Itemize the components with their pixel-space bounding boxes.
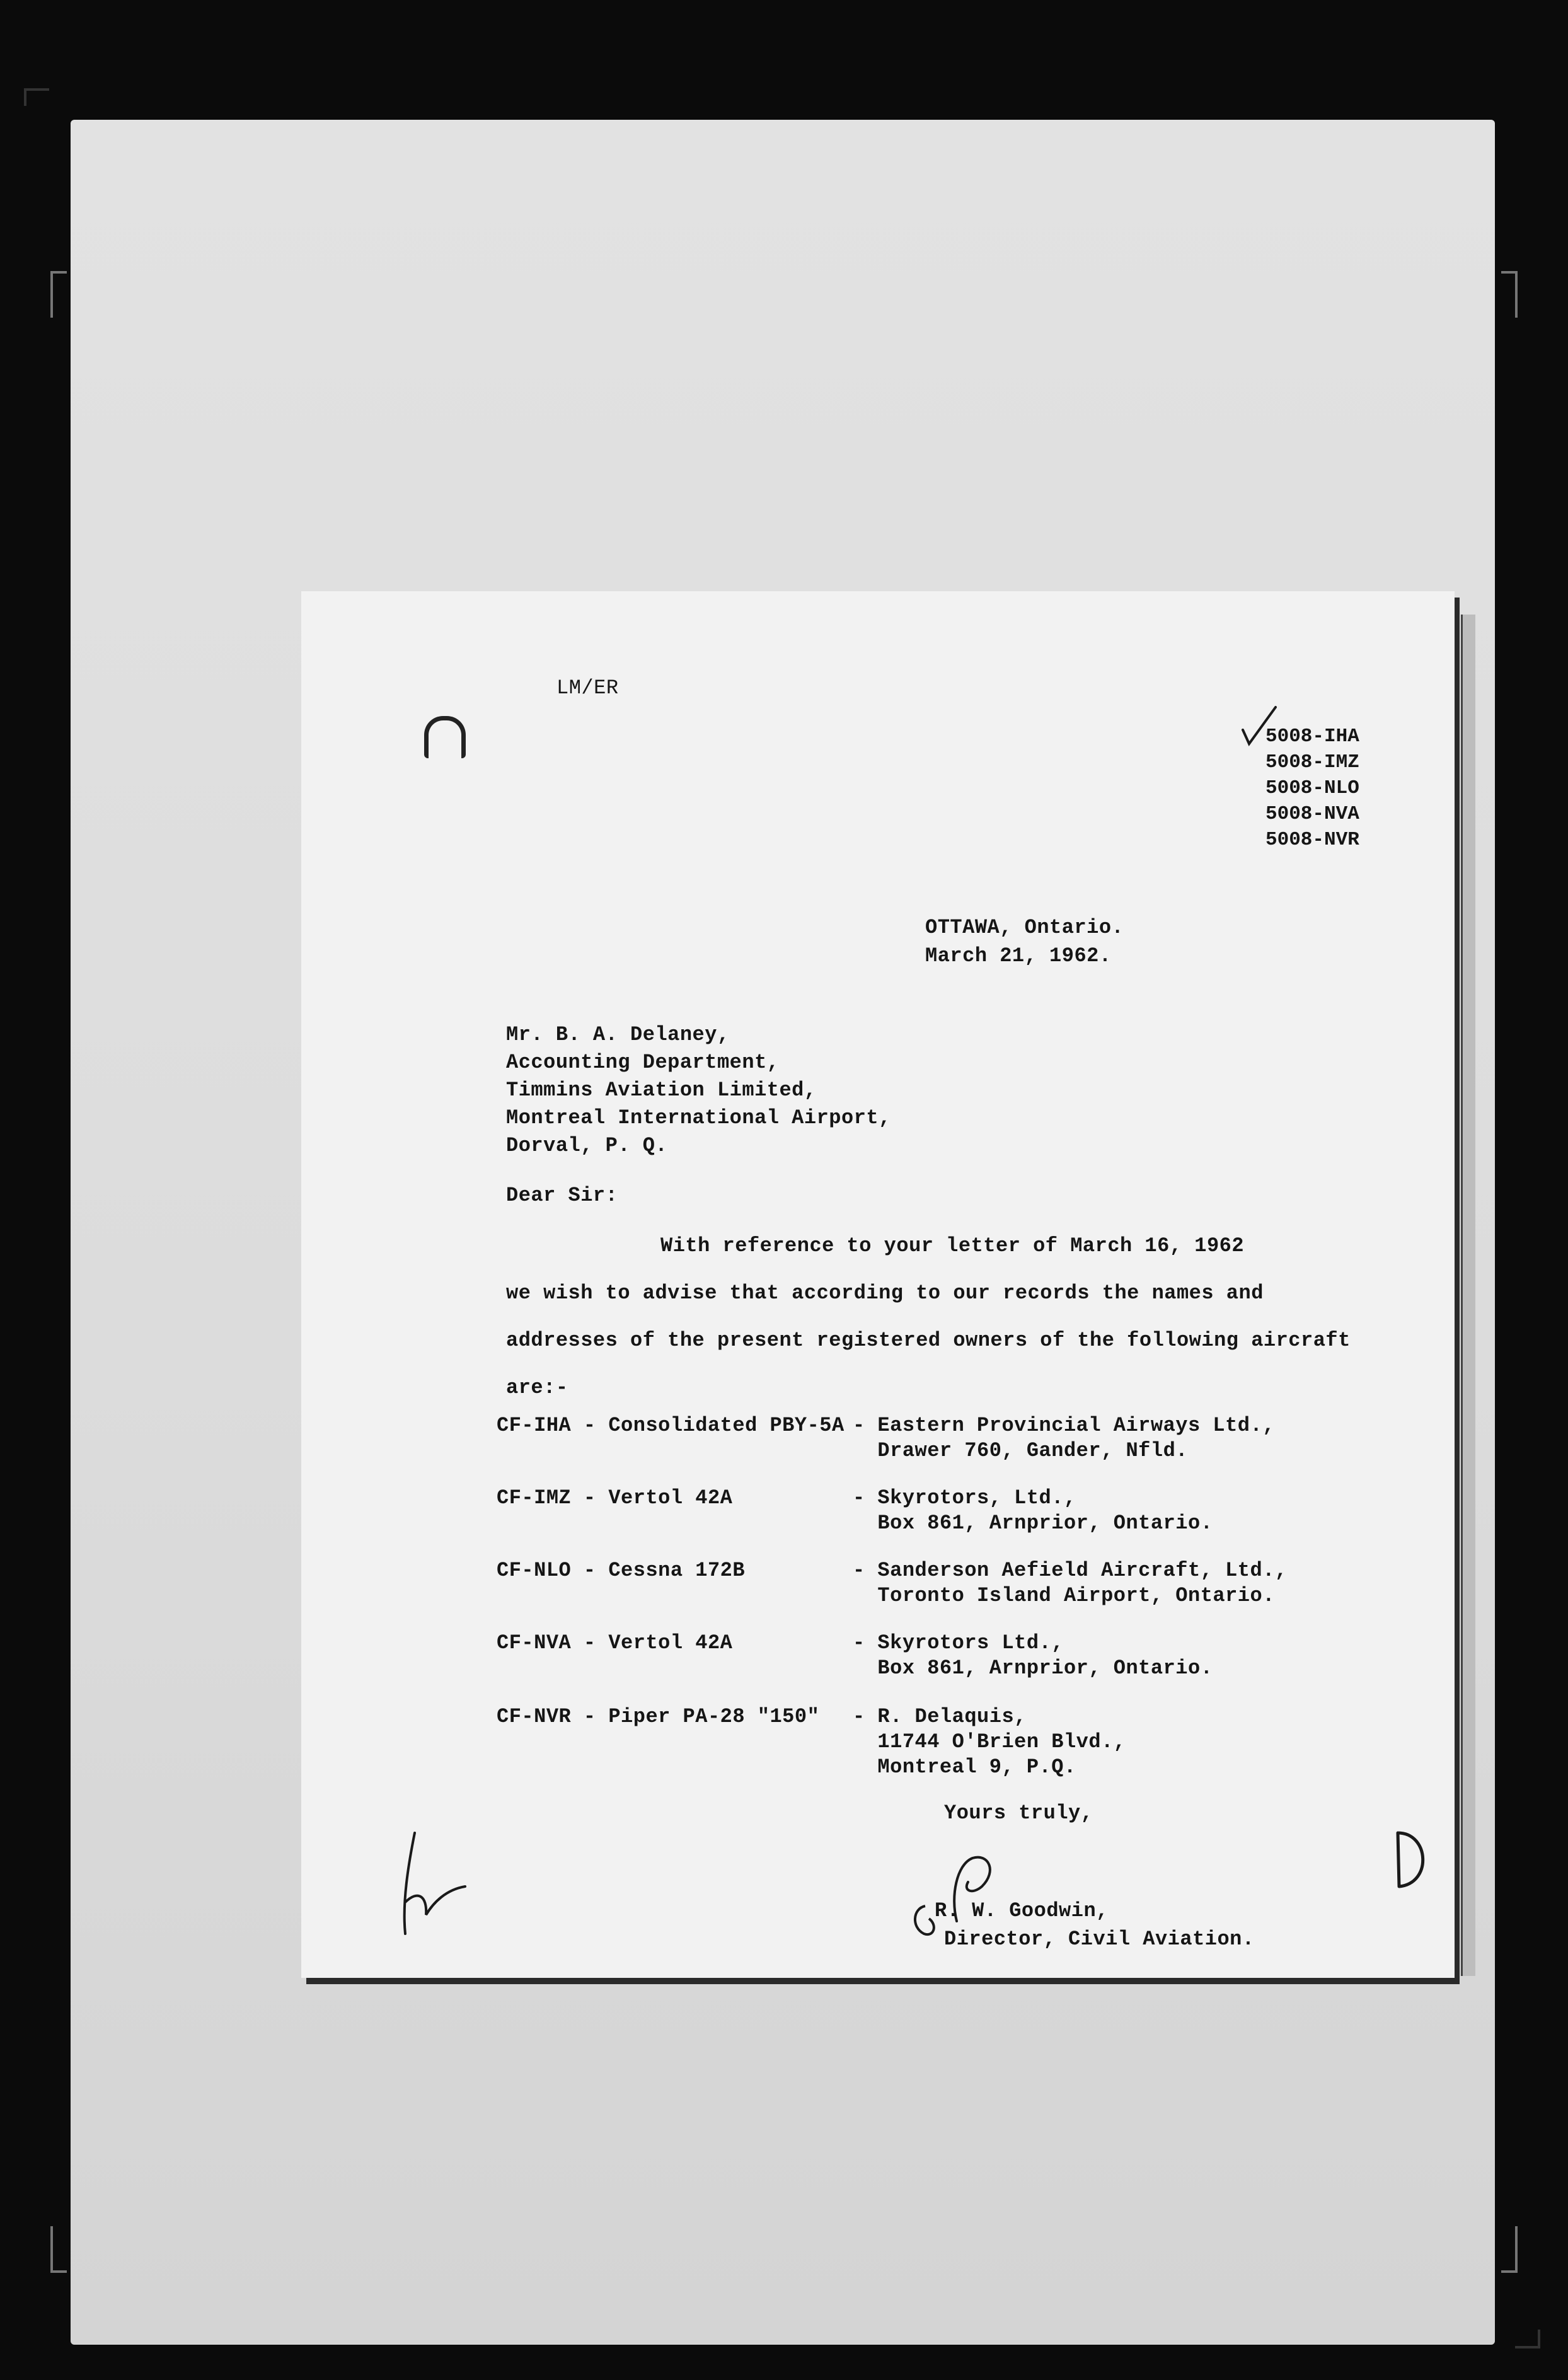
letter-place: OTTAWA, Ontario. [925,916,1124,939]
crop-mark [50,2226,67,2273]
aircraft-registration: CF-NVR - Piper PA-28 "150" [497,1705,820,1728]
owner-line: Box 861, Arnprior, Ontario. [853,1656,1213,1680]
corner-mark-top-left [24,88,49,106]
owner-line: Drawer 760, Gander, Nfld. [853,1439,1188,1462]
file-reference: 5008-IHA [1265,725,1359,748]
file-reference: 5008-NVA [1265,803,1359,825]
aircraft-registration: CF-IHA - Consolidated PBY-5A [497,1414,845,1437]
owner-line: - Eastern Provincial Airways Ltd., [853,1414,1275,1437]
owner-line: Toronto Island Airport, Ontario. [853,1584,1275,1607]
owner-line: - Sanderson Aefield Aircraft, Ltd., [853,1559,1288,1582]
recipient-line: Dorval, P. Q. [506,1134,668,1157]
body-line: With reference to your letter of March 16, 1962 [660,1234,1245,1257]
body-line: are:- [506,1376,568,1399]
closing: Yours truly, [944,1801,1093,1825]
owner-line: 11744 O'Brien Blvd., [853,1730,1126,1753]
owner-line: Montreal 9, P.Q. [853,1755,1076,1779]
recipient-line: Montreal International Airport, [506,1106,891,1129]
crop-mark [50,271,67,318]
signatory-name: R. W. Goodwin, [935,1899,1109,1922]
owner-line: - Skyrotors, Ltd., [853,1486,1076,1510]
recipient-line: Timmins Aviation Limited, [506,1078,817,1102]
punch-hole-icon [424,716,466,758]
letter-page [301,591,1455,1978]
signatory-title: Director, Civil Aviation. [944,1927,1255,1951]
file-reference: 5008-NLO [1265,777,1359,799]
aircraft-registration: CF-NLO - Cessna 172B [497,1559,746,1582]
salutation: Dear Sir: [506,1184,618,1207]
handwritten-initials-icon [389,1827,471,1940]
body-line: addresses of the present registered owners of the following aircraft [506,1329,1351,1352]
owner-line: - R. Delaquis, [853,1705,1027,1728]
crop-mark [1501,2226,1518,2273]
aircraft-registration: CF-NVA - Vertol 42A [497,1631,733,1655]
underlying-page-edge [1461,615,1475,1976]
file-reference-list [1265,724,1359,853]
recipient-line: Mr. B. A. Delaney, [506,1023,730,1046]
typist-initials: LM/ER [556,676,619,700]
owner-line: Box 861, Arnprior, Ontario. [853,1511,1213,1535]
file-reference: 5008-NVR [1265,829,1359,851]
recipient-line: Accounting Department, [506,1051,780,1074]
body-line: we wish to advise that according to our records the names and [506,1281,1264,1305]
owner-line: - Skyrotors Ltd., [853,1631,1064,1655]
file-reference: 5008-IMZ [1265,751,1359,773]
crop-mark [1501,271,1518,318]
handwritten-d-mark-icon [1385,1827,1436,1896]
corner-mark-bottom-right [1515,2330,1540,2348]
letter-date: March 21, 1962. [925,944,1112,968]
aircraft-registration: CF-IMZ - Vertol 42A [497,1486,733,1510]
